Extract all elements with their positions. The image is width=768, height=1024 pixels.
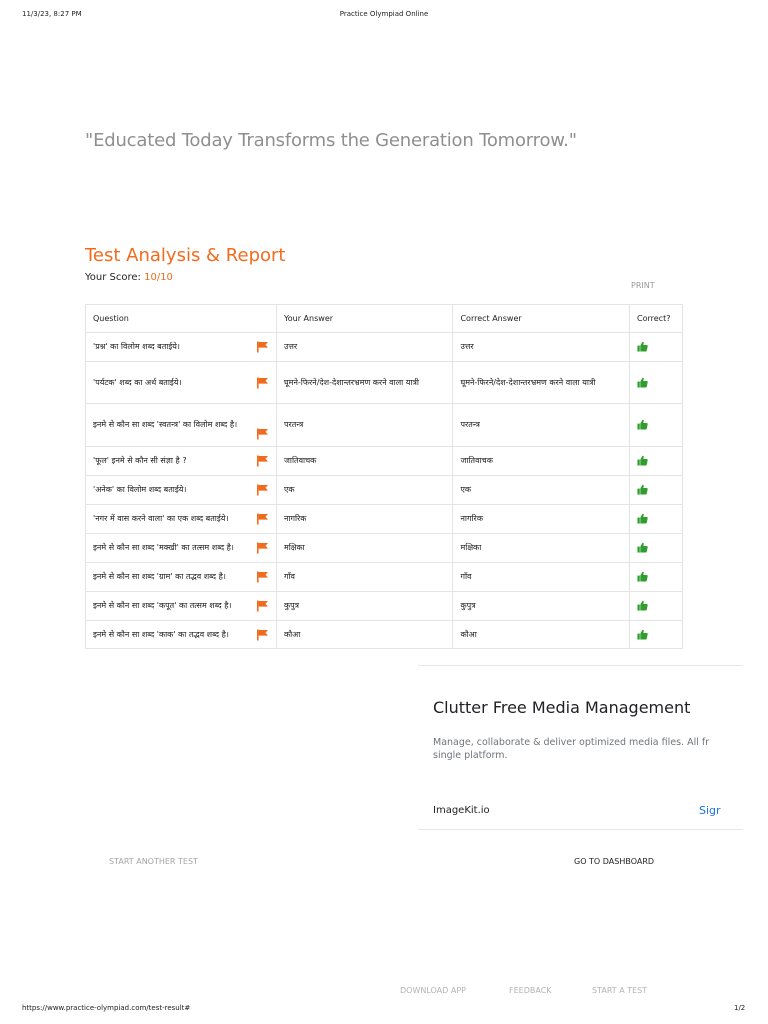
correct-status-cell <box>630 592 683 621</box>
thumbs-up-icon <box>637 513 648 524</box>
table-row <box>86 505 683 534</box>
your-answer-cell: गाँव <box>276 563 453 592</box>
start-another-test-button[interactable]: START ANOTHER TEST <box>109 857 198 866</box>
table-row <box>86 333 683 362</box>
flag-icon[interactable] <box>256 542 269 554</box>
your-answer-cell: उत्तर <box>276 333 453 362</box>
your-answer-cell: कौआ <box>276 621 453 649</box>
flag-icon[interactable] <box>256 341 269 353</box>
correct-status-cell <box>630 621 683 649</box>
thumbs-up-icon <box>637 419 648 430</box>
results-body <box>86 333 683 649</box>
flag-icon[interactable] <box>256 455 269 467</box>
correct-answer-cell: नागरिक <box>453 505 630 534</box>
print-header <box>0 10 768 24</box>
question-cell <box>86 563 277 592</box>
correct-status-cell <box>630 534 683 563</box>
question-text: 'फूल' इनमे से कौन सी संज्ञा है ? <box>93 456 187 465</box>
table-row <box>86 476 683 505</box>
correct-answer-cell: जातिवाचक <box>453 447 630 476</box>
correct-answer-cell: मक्षिका <box>453 534 630 563</box>
your-answer-cell: जातिवाचक <box>276 447 453 476</box>
ad-description-line-2: single platform. <box>433 750 508 761</box>
ad-banner[interactable] <box>418 665 743 830</box>
ad-brand: ImageKit.io <box>433 805 490 816</box>
question-text: 'नगर में वास करने वाला' का एक शब्द बताईये। <box>93 514 229 523</box>
question-text: इनमे से कौन सा शब्द 'ग्राम' का तद्भव शब्द है। <box>93 572 226 581</box>
your-answer-cell: मक्षिका <box>276 534 453 563</box>
correct-answer-cell: उत्तर <box>453 333 630 362</box>
table-row <box>86 447 683 476</box>
correct-status-cell <box>630 563 683 592</box>
question-text: 'अनेक' का विलोम शब्द बताईये। <box>93 485 187 494</box>
thumbs-up-icon <box>637 341 648 352</box>
question-text: इनमे से कौन सा शब्द 'स्वतन्त्र' का विलोम शब्द है। <box>93 420 238 429</box>
question-cell <box>86 476 277 505</box>
flag-icon[interactable] <box>256 428 269 440</box>
correct-status-cell <box>630 362 683 404</box>
correct-status-cell <box>630 447 683 476</box>
thumbs-up-icon <box>637 455 648 466</box>
correct-answer-cell: कौआ <box>453 621 630 649</box>
correct-status-cell <box>630 505 683 534</box>
go-to-dashboard-button[interactable]: GO TO DASHBOARD <box>574 857 655 866</box>
table-row <box>86 621 683 649</box>
print-page-title: Practice Olympiad Online <box>339 10 429 18</box>
ad-title[interactable]: Clutter Free Media Management <box>433 698 691 717</box>
question-text: इनमे से कौन सा शब्द 'कपूत' का तत्सम शब्द है। <box>93 601 232 610</box>
your-answer-cell: घूमने-फिरने/देश-देशान्तरभ्रमण करने वाला यात्री <box>276 362 453 404</box>
question-cell <box>86 505 277 534</box>
print-date: 11/3/23, 8:27 PM <box>22 10 82 18</box>
header-correct: Correct? <box>630 305 683 333</box>
report-title: Test Analysis & Report <box>85 245 286 266</box>
question-cell <box>86 447 277 476</box>
correct-answer-cell: एक <box>453 476 630 505</box>
flag-icon[interactable] <box>256 629 269 641</box>
your-answer-cell: नागरिक <box>276 505 453 534</box>
question-cell <box>86 592 277 621</box>
thumbs-up-icon <box>637 571 648 582</box>
header-your-answer: Your Answer <box>276 305 453 333</box>
results-table <box>85 304 683 649</box>
header-question: Question <box>86 305 277 333</box>
header-correct-answer: Correct Answer <box>453 305 630 333</box>
score-value: 10/10 <box>144 272 173 283</box>
table-header-row <box>86 305 683 333</box>
print-page-number: 1/2 <box>734 1004 746 1012</box>
correct-answer-cell: घूमने-फिरने/देश-देशान्तरभ्रमण करने वाला यात्री <box>453 362 630 404</box>
flag-icon[interactable] <box>256 600 269 612</box>
ad-signup-link[interactable]: Sigr <box>699 804 721 817</box>
table-row <box>86 563 683 592</box>
flag-icon[interactable] <box>256 484 269 496</box>
score-label: Your Score: <box>85 272 145 283</box>
correct-status-cell <box>630 476 683 505</box>
your-answer-cell: एक <box>276 476 453 505</box>
table-row <box>86 362 683 404</box>
question-cell <box>86 333 277 362</box>
footer-feedback-link[interactable]: FEEDBACK <box>509 986 552 995</box>
footer-download-app-link[interactable]: DOWNLOAD APP <box>400 986 466 995</box>
correct-answer-cell: परतन्त्र <box>453 404 630 447</box>
thumbs-up-icon <box>637 484 648 495</box>
ad-description-line-1: Manage, collaborate & deliver optimized media files. All fr <box>433 737 710 748</box>
print-button[interactable]: PRINT <box>631 281 655 290</box>
ad-description <box>433 736 743 762</box>
question-text: 'पर्यटक' शब्द का अर्थ बताईये। <box>93 377 182 387</box>
thumbs-up-icon <box>637 600 648 611</box>
question-cell <box>86 534 277 563</box>
footer-start-test-link[interactable]: START A TEST <box>592 986 648 995</box>
question-text: इनमे से कौन सा शब्द 'काक' का तद्भव शब्द है। <box>93 629 229 639</box>
correct-answer-cell: कुपुत्र <box>453 592 630 621</box>
table-row <box>86 534 683 563</box>
question-text: 'प्रश्न' का विलोम शब्द बताईये। <box>93 342 180 351</box>
your-answer-cell: परतन्त्र <box>276 404 453 447</box>
correct-status-cell <box>630 404 683 447</box>
flag-icon[interactable] <box>256 377 269 389</box>
flag-icon[interactable] <box>256 513 269 525</box>
thumbs-up-icon <box>637 377 648 388</box>
correct-status-cell <box>630 333 683 362</box>
motto-quote: "Educated Today Transforms the Generation Tomorrow." <box>85 130 577 151</box>
table-row <box>86 592 683 621</box>
thumbs-up-icon <box>637 542 648 553</box>
thumbs-up-icon <box>637 629 648 640</box>
question-cell <box>86 362 277 404</box>
your-answer-cell: कुपुत्र <box>276 592 453 621</box>
question-text: इनमे से कौन सा शब्द 'मक्खी' का तत्सम शब्द है। <box>93 543 234 552</box>
table-row <box>86 404 683 447</box>
score-line <box>85 272 173 283</box>
flag-icon[interactable] <box>256 571 269 583</box>
print-url: https://www.practice-olympiad.com/test-result# <box>22 1004 191 1012</box>
correct-answer-cell: गाँव <box>453 563 630 592</box>
question-cell <box>86 621 277 649</box>
question-cell <box>86 404 277 447</box>
